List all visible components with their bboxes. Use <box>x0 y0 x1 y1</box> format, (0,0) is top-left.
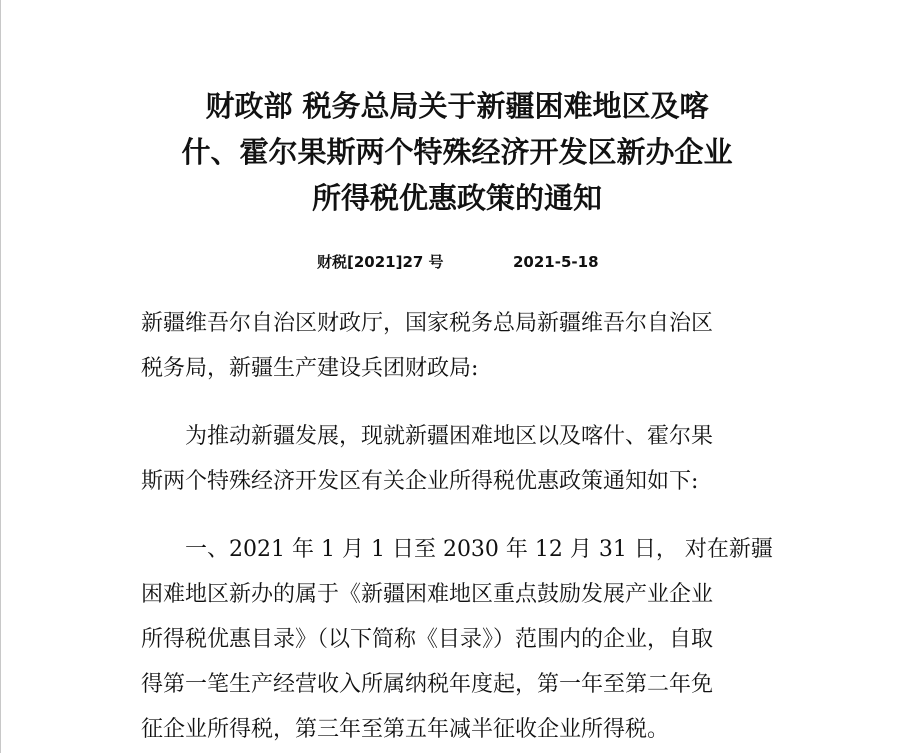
document-meta <box>1 250 911 274</box>
document-title-line-2: 什、霍尔果斯两个特殊经济开发区新办企业 <box>181 135 733 169</box>
section-1-line-1: 一、2021 年 1 月 1 日至 2030 年 12 月 31 日， 对在新疆 <box>185 537 773 562</box>
addressee-line-1: 新疆维吾尔自治区财政厅，国家税务总局新疆维吾尔自治区 <box>141 311 714 336</box>
document-title-line-1: 财政部 税务总局关于新疆困难地区及喀 <box>205 89 709 123</box>
section-1-line-5: 征企业所得税，第三年至第五年减半征收企业所得税。 <box>141 717 670 742</box>
addressee-line-2: 税务局，新疆生产建设兵团财政局: <box>141 356 479 381</box>
intro-line-1: 为推动新疆发展，现就新疆困难地区以及喀什、霍尔果 <box>185 424 714 449</box>
intro-line-2: 斯两个特殊经济开发区有关企业所得税优惠政策通知如下: <box>141 469 699 494</box>
document-date: 2021-5-18 <box>513 253 599 271</box>
document-title-line-3: 所得税优惠政策的通知 <box>311 181 602 215</box>
section-1-line-4: 得第一笔生产经营收入所属纳税年度起，第一年至第二年免 <box>141 672 714 697</box>
document-number: 财税[2021]27 号 <box>317 253 444 271</box>
section-1-line-3: 所得税优惠目录》（以下简称《目录》）范围内的企业，自取 <box>141 627 714 652</box>
section-1-line-2: 困难地区新办的属于《新疆困难地区重点鼓励发展产业企业 <box>141 582 714 607</box>
